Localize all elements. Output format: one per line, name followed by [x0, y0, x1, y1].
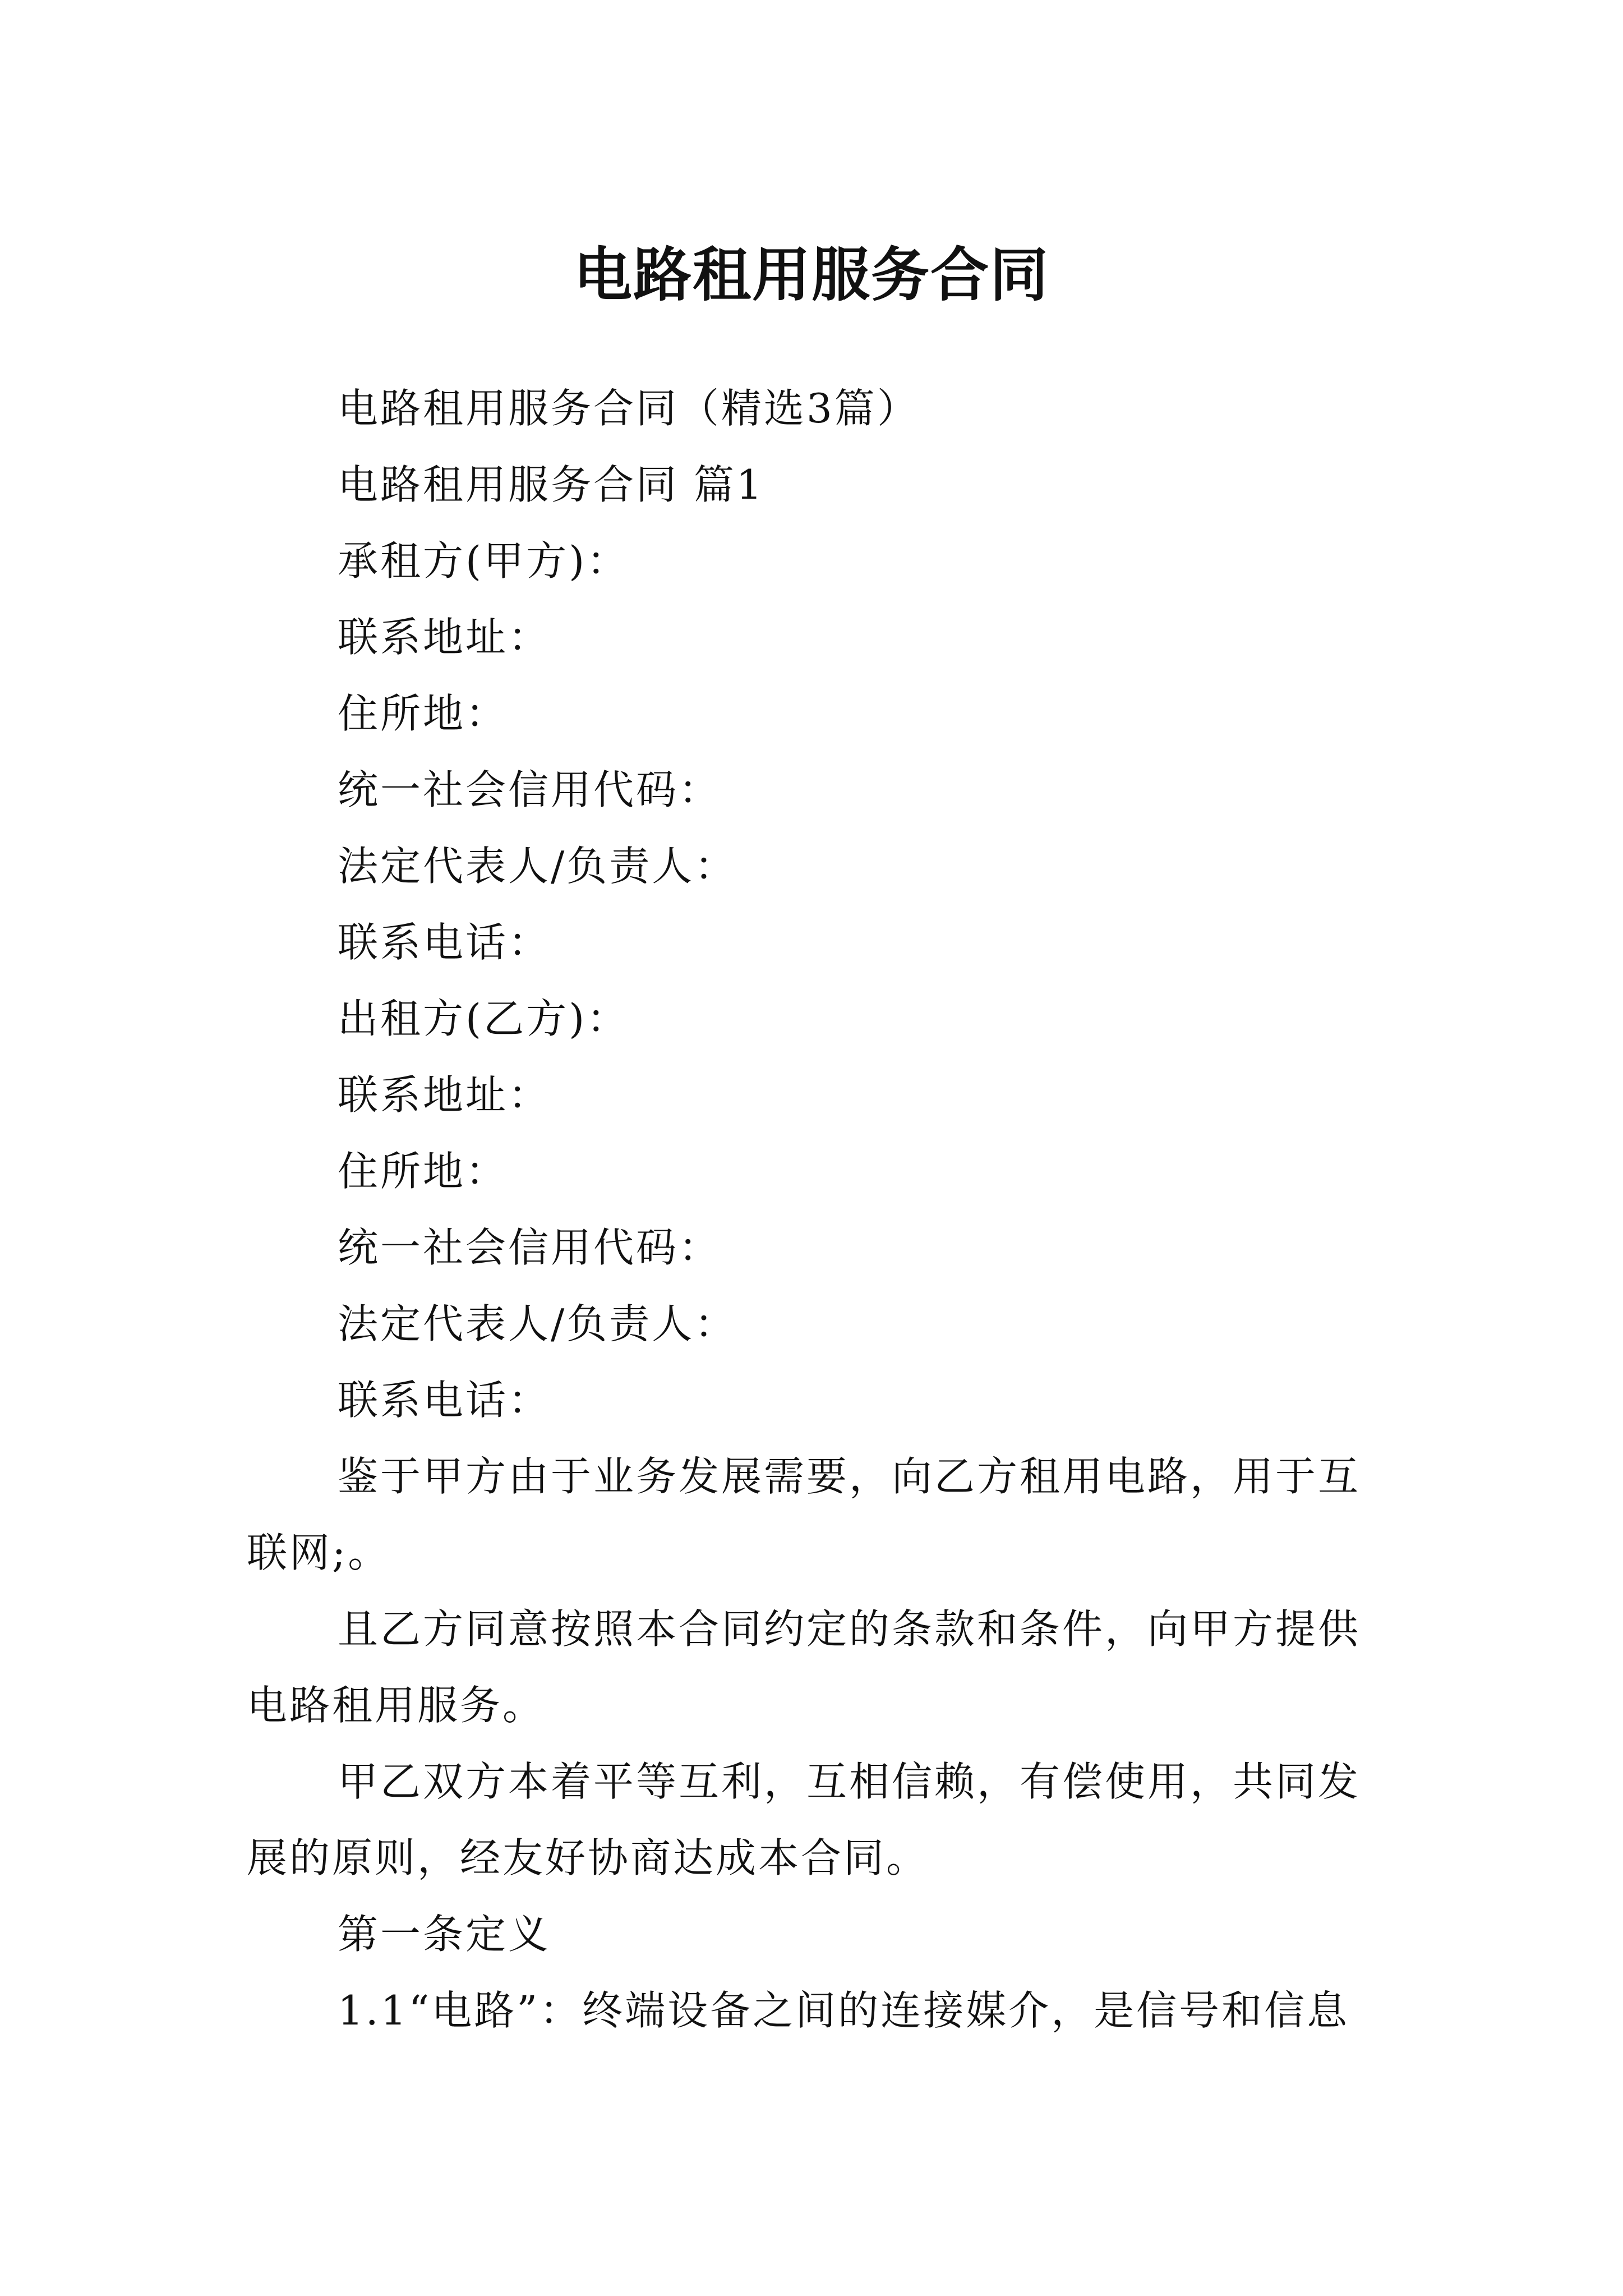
- party-a-representative: 法定代表人/负责人：: [338, 843, 737, 890]
- party-a-domicile: 住所地：: [338, 690, 509, 737]
- section-heading: 电路租用服务合同 篇1: [338, 461, 764, 508]
- party-b-domicile: 住所地：: [338, 1148, 509, 1195]
- party-b-representative: 法定代表人/负责人：: [338, 1300, 737, 1347]
- subtitle-line: 电路租用服务合同（精选3篇）: [338, 385, 920, 432]
- party-a-address: 联系地址：: [338, 614, 551, 661]
- recital-paragraph: 鉴于甲方由于业务发展需要，向乙方租用电路，用于互联网;。: [247, 1453, 1361, 1576]
- party-b-address: 联系地址：: [338, 1071, 551, 1119]
- party-a-credit-code: 统一社会信用代码：: [338, 766, 722, 813]
- recital-paragraph: 甲乙双方本着平等互利，互相信赖，有偿使用，共同发展的原则，经友好协商达成本合同。: [247, 1758, 1361, 1881]
- party-b-credit-code: 统一社会信用代码：: [338, 1224, 722, 1271]
- document-body: [247, 370, 1380, 2049]
- recital-paragraph: 且乙方同意按照本合同约定的条款和条件，向甲方提供电路租用服务。: [247, 1605, 1361, 1729]
- clause-paragraph: 1.1“电路”：终端设备之间的连接媒介，是信号和信息: [338, 1987, 1350, 2034]
- document-title: 电路租用服务合同: [573, 240, 1049, 309]
- party-a-phone: 联系电话：: [338, 919, 551, 966]
- article-heading: 第一条定义: [338, 1911, 551, 1958]
- party-a-label: 承租方(甲方)：: [338, 537, 630, 585]
- party-b-label: 出租方(乙方)：: [338, 995, 630, 1042]
- party-b-phone: 联系电话：: [338, 1377, 551, 1424]
